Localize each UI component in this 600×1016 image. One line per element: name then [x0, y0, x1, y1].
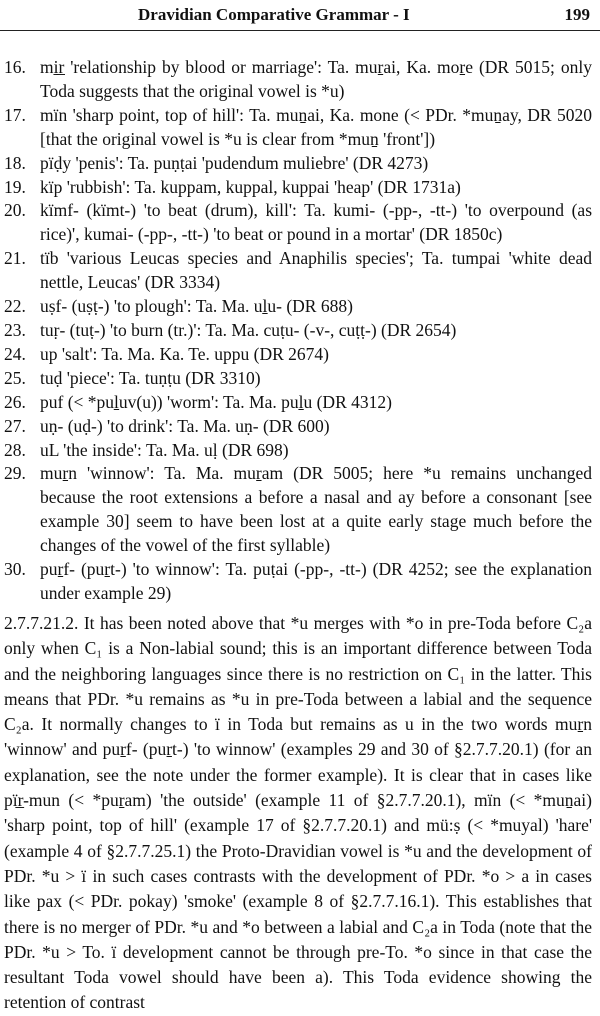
item-number: 20. — [4, 200, 26, 221]
item-number: 21. — [4, 248, 26, 269]
item-text: uṣf- (uṣṭ-) 'to plough': Ta. Ma. uḻu- (DR 688) — [40, 296, 353, 317]
example-list — [4, 56, 592, 606]
item-number: 27. — [4, 415, 26, 436]
page-number: 199 — [564, 5, 590, 24]
running-title: Dravidian Comparative Grammar - I — [138, 5, 410, 24]
item-number: 26. — [4, 391, 26, 412]
item-number: 17. — [4, 104, 26, 125]
item-number: 19. — [4, 176, 26, 197]
item-number: 30. — [4, 559, 26, 580]
list-item — [4, 104, 592, 152]
item-text: puṟf- (puṟt-) 'to winnow': Ta. puṭai (-pp-, -tt-) (DR 4252; see the explanation under example 29) — [40, 559, 592, 603]
item-number: 22. — [4, 296, 26, 317]
list-item — [4, 367, 592, 391]
item-number: 29. — [4, 463, 26, 484]
item-text: uṇ- (uḍ-) 'to drink': Ta. Ma. uṇ- (DR 600) — [40, 415, 330, 436]
item-number: 28. — [4, 439, 26, 460]
list-item — [4, 415, 592, 439]
item-number: 16. — [4, 57, 26, 77]
list-item — [4, 462, 592, 558]
item-number: 18. — [4, 152, 26, 173]
list-item — [4, 295, 592, 319]
item-text: mi̱r̲ 'relationship by blood or marriage': Ta. muṟai, Ka. moṟe (DR 5015; only Toda suggests that the original vowel is *u) — [40, 57, 592, 101]
item-text: tïb 'various Leucas species and Anaphilis species'; Ta. tumpai 'white dead nettle, Leucas' (DR 3334) — [40, 248, 592, 293]
item-text: mïn 'sharp point, top of hill': Ta. muṉai, Ka. mone (< PDr. *muṉay, DR 5020 [that the original vowel is *u is clear from *muṉ 'front']) — [40, 104, 592, 149]
list-item — [4, 56, 592, 104]
item-number: 25. — [4, 367, 26, 388]
item-number: 24. — [4, 343, 26, 364]
item-text: kïp 'rubbish': Ta. kuppam, kuppal, kuppai 'heap' (DR 1731a) — [40, 176, 461, 197]
item-text: muṟn 'winnow': Ta. Ma. muṟam (DR 5005; here *u remains unchanged because the root extensions a before a nasal and ay before a consonant [see example 30] seem to have been lost at a quite early stage much before the changes of the vowel of the first syllable) — [40, 463, 592, 556]
item-text: tuḍ 'piece': Ta. tuṇṭu (DR 3310) — [40, 367, 261, 388]
body-paragraph: 2.7.7.21.2. It has been noted above that *u merges with *o in pre-Toda before C₂a only when C₁ is a Non-labial sound; this is an important difference between Toda and the neighboring languages since there is no restriction on C₁ in the latter. This means that PDr. *u remains as *u in pre-Toda between a labial and the sequence C₂a. It normally changes to ï in Toda but remains as u in the two words muṟn 'winnow' and puṟf- (puṟt-) 'to winnow' (examples 29 and 30 of §2.7.7.20.1) (for an explanation, see the note under the former example). It is clear that in cases like pïr̲-mun (< *puṟam) 'the outside' (example 11 of §2.7.7.20.1), mïn (< *muṉai) 'sharp point, top of hill' (example 17 of §2.7.7.20.1) and mü:ṣ (< *muyal) 'hare' (example 4 of §2.7.7.25.1) the Proto-Dravidian vowel is *u and the development of PDr. *u > ï in such cases contrasts with the development of PDr. *o > a in cases like pax (< PDr. pokay) 'smoke' (example 8 of §2.7.7.16.1). This establishes that there is no merger of PDr. *u and *o between a labial and C₂a in Toda (note that the PDr. *u > To. ï development cannot be through pre-To. *o since in that case the resultant Toda vowel should have been a). This Toda evidence showing the retention of contrast — [4, 613, 592, 1013]
item-text: up 'salt': Ta. Ma. Ka. Te. uppu (DR 2674) — [40, 343, 330, 364]
list-item — [4, 558, 592, 606]
item-text: tuṛ- (tuṭ-) 'to burn (tr.)': Ta. Ma. cuṭu- (-v-, cuṭṭ-) (DR 2654) — [40, 319, 457, 340]
item-text: uL 'the inside': Ta. Ma. uḷ (DR 698) — [40, 439, 289, 460]
item-text: puf (< *puḻuv(u)) 'worm': Ta. Ma. puḻu (DR 4312) — [40, 391, 392, 412]
list-item — [4, 152, 592, 176]
item-text: kïmf- (kïmt-) 'to beat (drum), kill': Ta. kumi- (-pp-, -tt-) 'to overpound (as rice)', kumai- (-pp-, -tt-) 'to beat or pound in a mortar' (DR 1850c) — [40, 200, 592, 245]
list-item — [4, 391, 592, 415]
list-item — [4, 439, 592, 463]
list-item — [4, 176, 592, 200]
list-item — [4, 199, 592, 247]
page-header — [0, 0, 600, 31]
list-item — [4, 319, 592, 343]
item-number: 23. — [4, 319, 26, 340]
list-item — [4, 247, 592, 295]
list-item — [4, 343, 592, 367]
item-text: pïḍy 'penis': Ta. puṇṭai 'pudendum muliebre' (DR 4273) — [40, 152, 429, 173]
